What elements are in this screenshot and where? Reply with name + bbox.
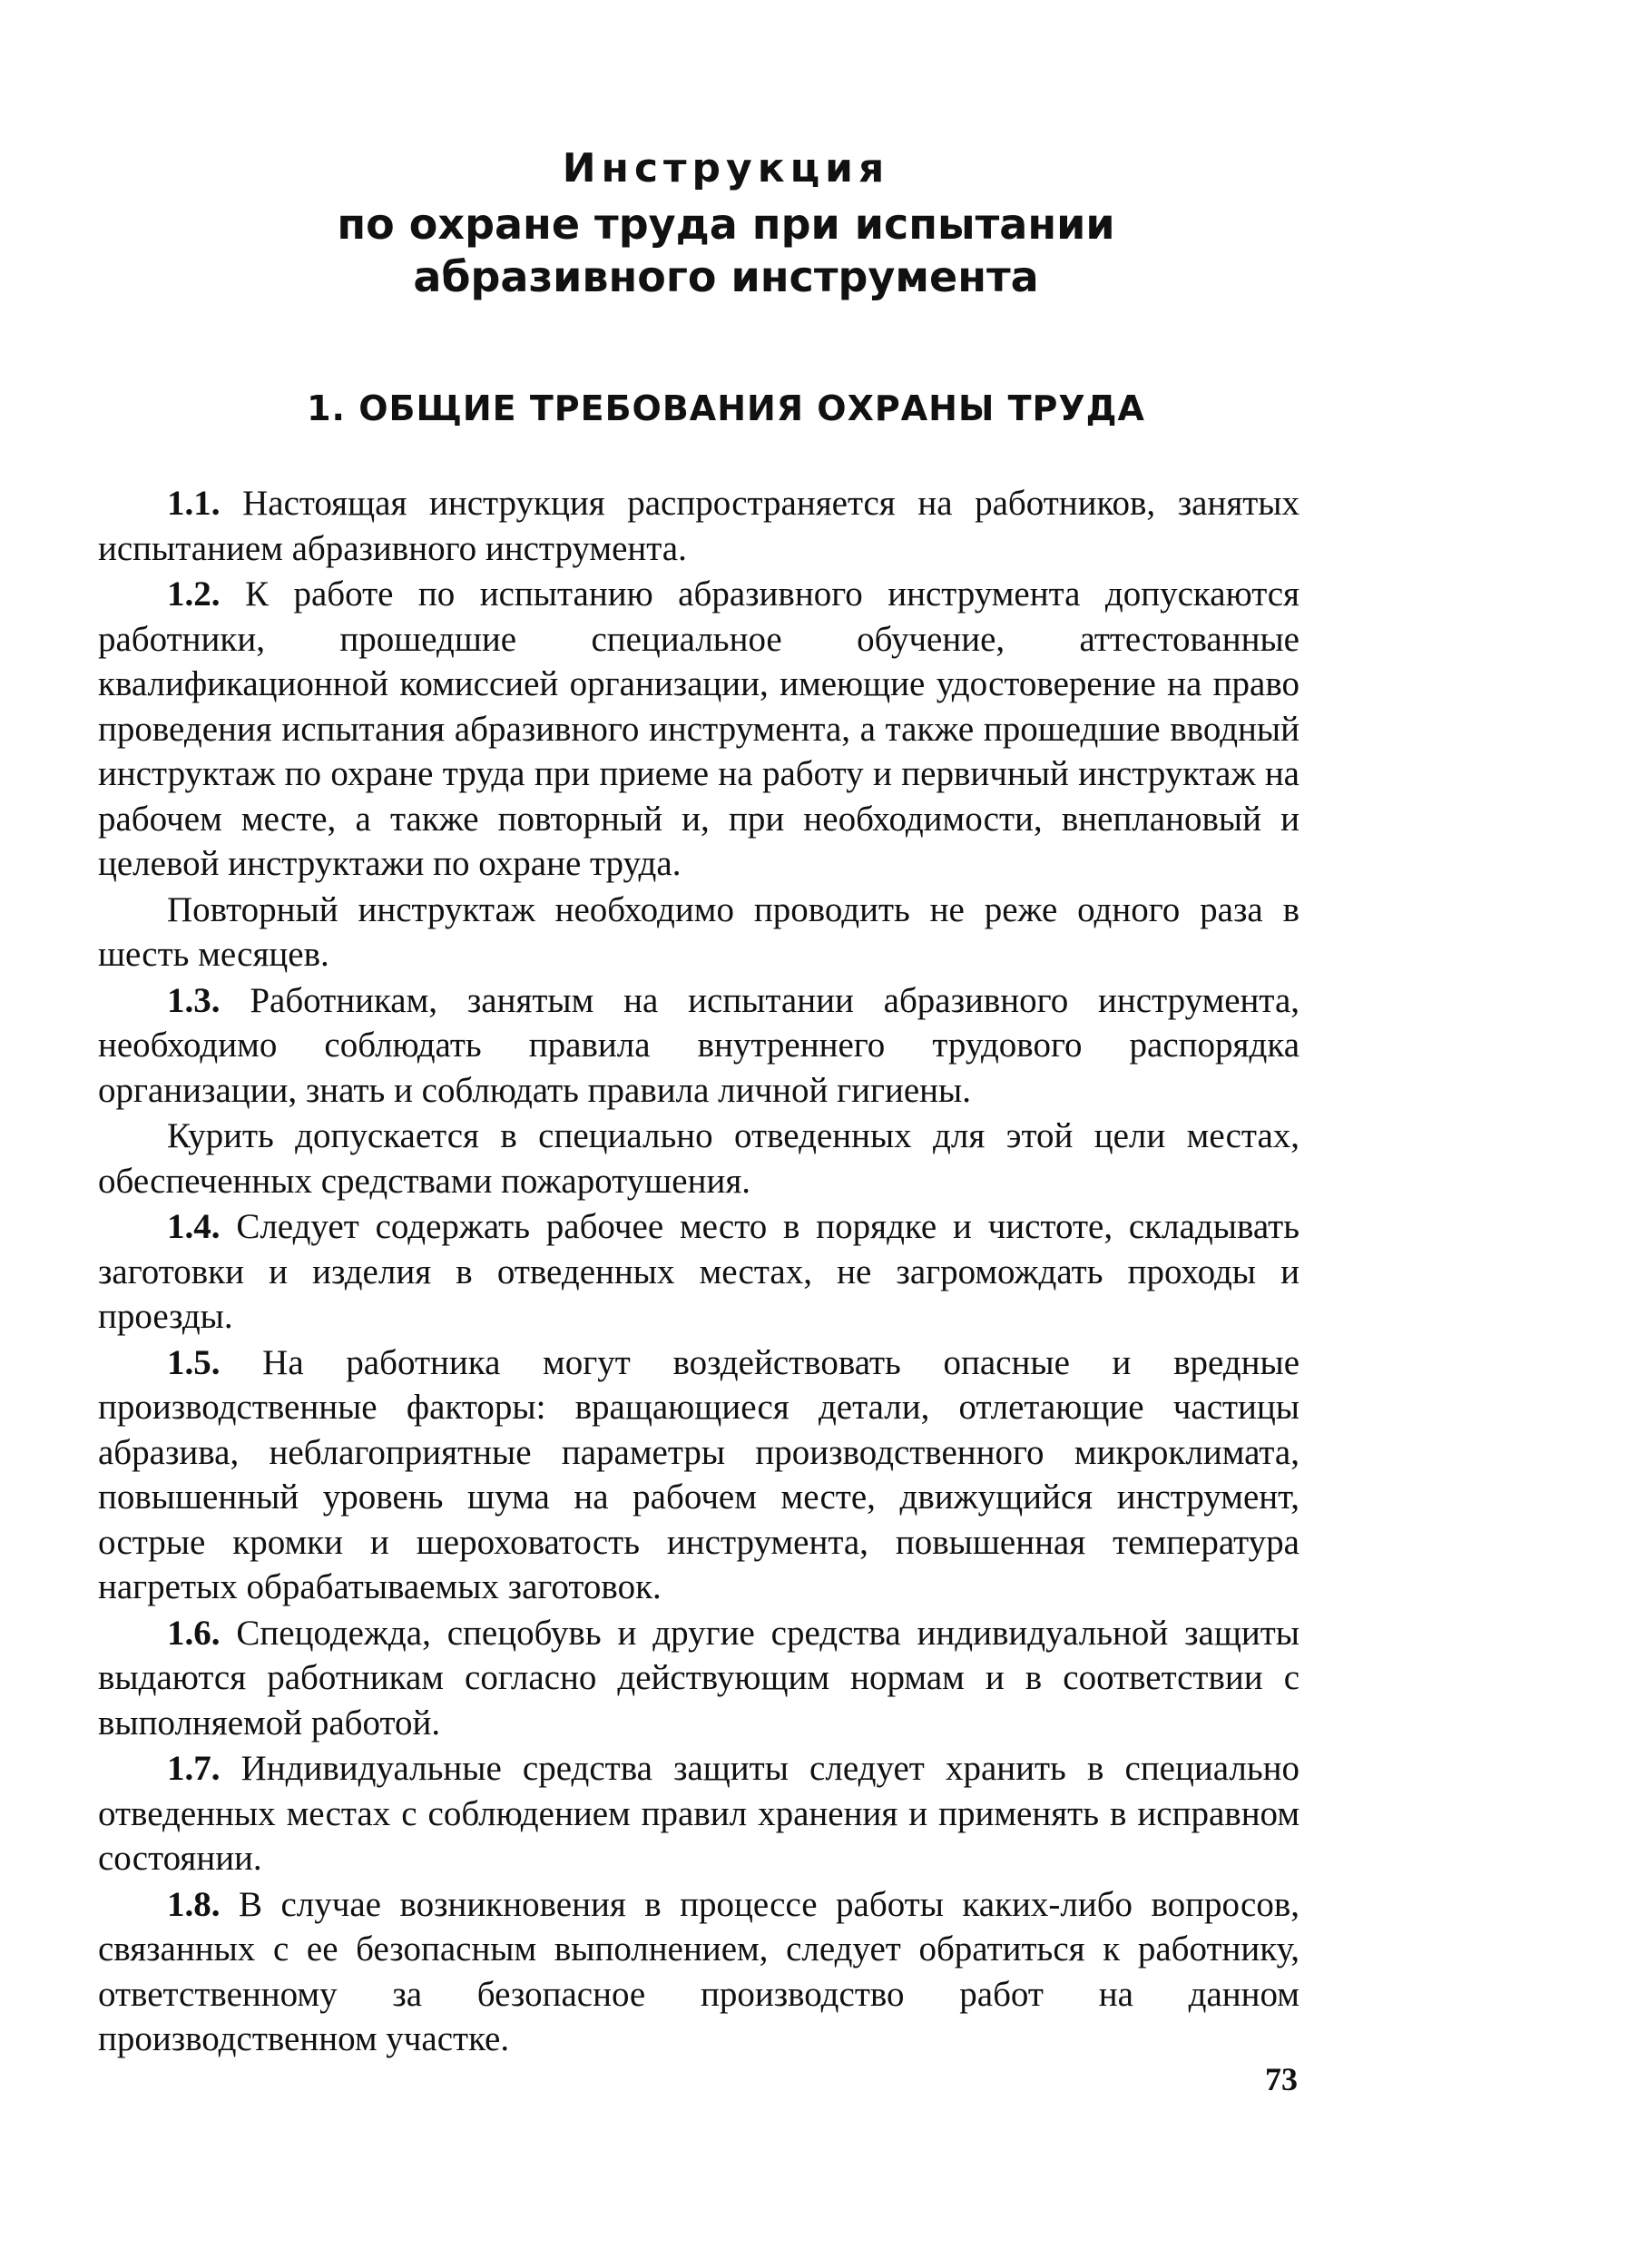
paragraph-number: 1.8.	[167, 1884, 221, 1924]
paragraph-text: На работника могут воздействовать опасные и вредные производственные факторы: вращающиеся детали, отлетающие частицы абразива, неблагоприятные параметры производственного микроклимата, повышенный уровень шума на рабочем месте, движущийся инструмент, острые кромки и шероховатость инструмента, повышенная температура нагретых обрабатываемых заготовок.	[98, 1342, 1300, 1606]
paragraph-1-3	[98, 978, 1299, 1114]
paragraph-number: 1.4.	[167, 1207, 221, 1246]
paragraph-text: Индивидуальные средства защиты следует хранить в специально отведенных местах с соблюдением правил хранения и применять в исправном состоянии.	[98, 1749, 1300, 1878]
paragraph-1-8	[98, 1882, 1299, 2062]
paragraph-number: 1.3.	[167, 980, 221, 1020]
paragraph-1-7	[98, 1746, 1299, 1881]
paragraph-text: Курить допускается в специально отведенных для этой цели местах, обеспеченных средствами пожаротушения.	[98, 1116, 1299, 1201]
document-title-line-3: абразивного инструмента	[413, 252, 1039, 301]
paragraph-number: 1.2.	[167, 574, 221, 614]
paragraph-text: Работникам, занятым на испытании абразивного инструмента, необходимо соблюдать правила внутреннего трудового распорядка организации, знать и соблюдать правила личной гигиены.	[98, 980, 1300, 1110]
paragraph-1-6	[98, 1611, 1299, 1746]
paragraph-number: 1.1.	[167, 484, 221, 523]
paragraph-1-2-continued	[98, 888, 1299, 977]
paragraph-1-4	[98, 1204, 1299, 1340]
paragraph-text: В случае возникновения в процессе работы каких-либо вопросов, связанных с ее безопасным выполнением, следует обратиться к работнику, ответственному за безопасное производство работ на данном производственном участке.	[98, 1884, 1300, 2058]
paragraph-text: Спецодежда, спецобувь и другие средства индивидуальной защиты выдаются работникам согласно действующим нормам и в соответствии с выполняемой работой.	[98, 1613, 1299, 1743]
paragraph-text: Настоящая инструкция распространяется на работников, занятых испытанием абразивного инструмента.	[98, 484, 1299, 568]
body-text	[98, 481, 1299, 2063]
paragraph-1-2	[98, 572, 1299, 887]
section-heading: 1. ОБЩИЕ ТРЕБОВАНИЯ ОХРАНЫ ТРУДА	[307, 388, 1145, 428]
paragraph-1-3-continued	[98, 1114, 1299, 1203]
page-number: 73	[1265, 2061, 1298, 2097]
paragraph-number: 1.7.	[167, 1749, 221, 1788]
paragraph-1-1	[98, 481, 1299, 571]
paragraph-text: К работе по испытанию абразивного инструмента допускаются работники, прошедшие специальное обучение, аттестованные квалификационной комиссией организации, имеющие удостоверение на право проведения испытания абразивного инструмента, а также прошедшие вводный инструктаж по охране труда при приеме на работу и первичный инструктаж на рабочем месте, а также повторный и, при необходимости, внеплановый и целевой инструктажи по охране труда.	[98, 574, 1299, 883]
paragraph-text: Следует содержать рабочее место в порядке и чистоте, складывать заготовки и изделия в отведенных местах, не загромождать проходы и проезды.	[98, 1207, 1300, 1336]
paragraph-number: 1.5.	[167, 1342, 221, 1382]
paragraph-1-5	[98, 1340, 1299, 1610]
document-title-line-2: по охране труда при испытании	[337, 200, 1115, 249]
paragraph-number: 1.6.	[167, 1613, 221, 1653]
paragraph-text: Повторный инструктаж необходимо проводить не реже одного раза в шесть месяцев.	[98, 889, 1299, 974]
document-title-line-1: Инструкция	[562, 145, 890, 191]
